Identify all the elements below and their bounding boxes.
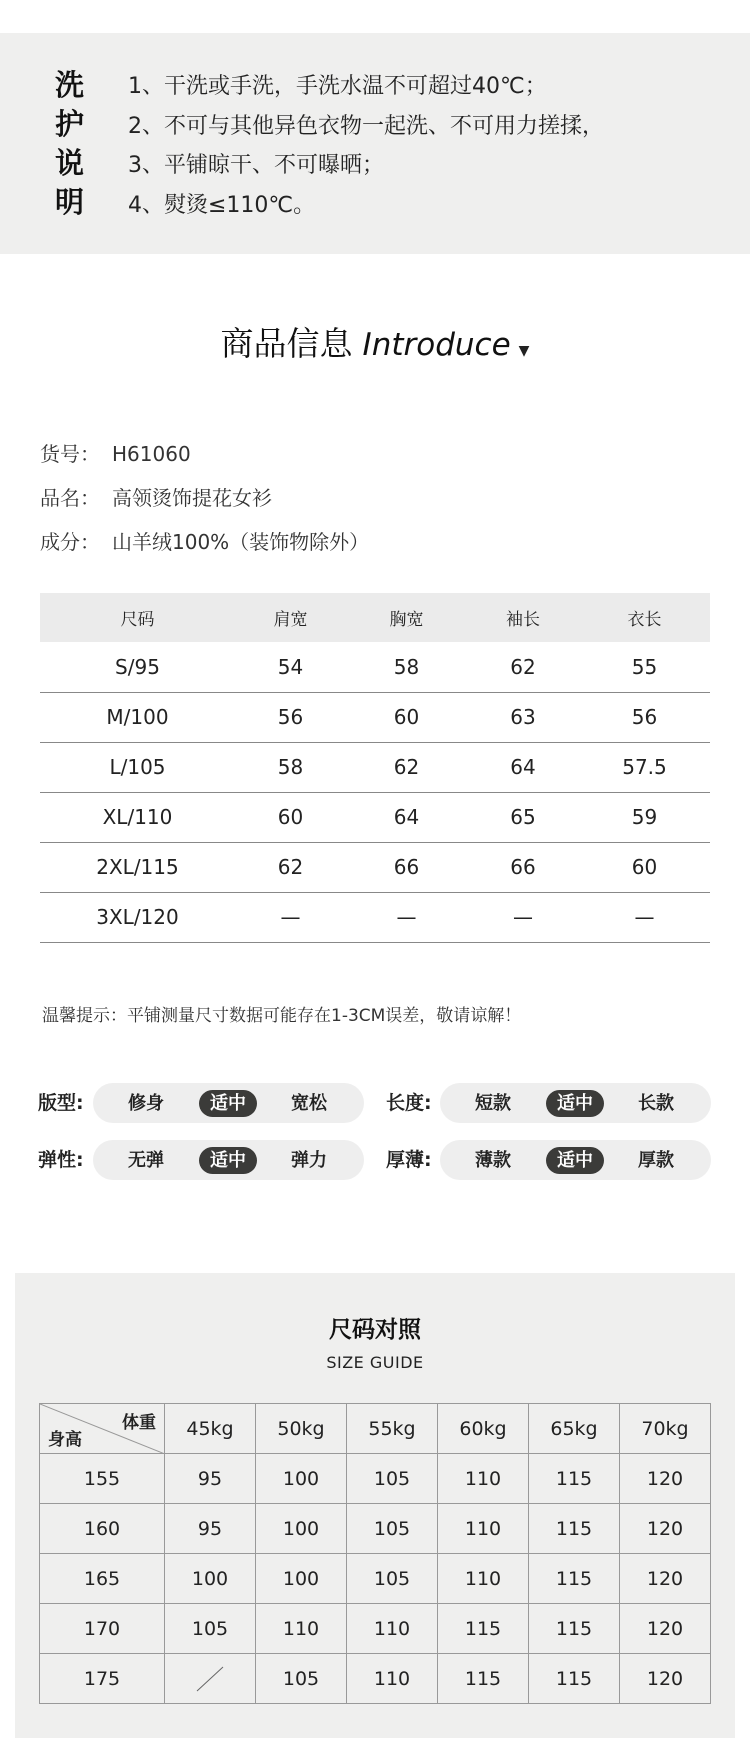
table-cell: 54 <box>235 642 346 692</box>
attribute-name: 弹性: <box>38 1149 84 1171</box>
table-cell: 3XL/120 <box>40 892 235 942</box>
height-cell: 155 <box>40 1454 165 1504</box>
slash-icon <box>195 1665 225 1693</box>
table-cell: XL/110 <box>40 792 235 842</box>
table-cell: 120 <box>620 1604 711 1654</box>
table-cell: S/95 <box>40 642 235 692</box>
table-row <box>40 642 710 692</box>
table-cell: 105 <box>347 1554 438 1604</box>
product-info-heading <box>0 318 750 365</box>
table-cell: 56 <box>235 692 346 742</box>
table-cell: 110 <box>438 1454 529 1504</box>
table-cell: 58 <box>235 742 346 792</box>
triangle-down-icon: ▼ <box>518 342 530 359</box>
height-cell: 175 <box>40 1654 165 1704</box>
heading-cn: 商品信息 <box>220 324 353 363</box>
table-cell: 2XL/115 <box>40 842 235 892</box>
table-cell: 100 <box>256 1504 347 1554</box>
height-cell: 170 <box>40 1604 165 1654</box>
size-guide-header-row <box>40 1404 711 1454</box>
size-guide-table <box>39 1403 711 1704</box>
table-cell: 115 <box>529 1654 620 1704</box>
table-cell: — <box>346 892 467 942</box>
table-row <box>40 1554 711 1604</box>
table-cell: 110 <box>347 1654 438 1704</box>
option-regular-selected: 适中 <box>199 1090 257 1117</box>
wash-instruction-line: 4、熨烫≤110℃。 <box>128 192 316 218</box>
table-cell: 66 <box>346 842 467 892</box>
wash-title-char: 说 <box>55 146 85 180</box>
table-cell: 115 <box>529 1604 620 1654</box>
height-cell: 165 <box>40 1554 165 1604</box>
table-cell: 65 <box>467 792 579 842</box>
height-cell: 160 <box>40 1504 165 1554</box>
option-long: 长款 <box>638 1093 674 1114</box>
weight-header: 70kg <box>620 1404 711 1454</box>
table-cell: 100 <box>256 1554 347 1604</box>
corner-header <box>40 1404 165 1454</box>
table-row <box>40 892 710 942</box>
table-cell: — <box>467 892 579 942</box>
table-cell: 57.5 <box>579 742 710 792</box>
table-cell: 55 <box>579 642 710 692</box>
option-thick: 厚款 <box>638 1150 674 1171</box>
corner-height-label: 身高 <box>48 1430 82 1450</box>
table-cell: 56 <box>579 692 710 742</box>
size-table-header: 胸宽 <box>346 593 467 642</box>
table-cell: 115 <box>529 1504 620 1554</box>
weight-header: 50kg <box>256 1404 347 1454</box>
size-table-header: 肩宽 <box>235 593 346 642</box>
table-cell: 110 <box>347 1604 438 1654</box>
info-row-material <box>40 526 369 570</box>
table-cell: 105 <box>256 1654 347 1704</box>
table-cell: 58 <box>346 642 467 692</box>
attribute-pill <box>440 1140 711 1180</box>
table-cell: 115 <box>529 1454 620 1504</box>
info-value: H61060 <box>112 442 191 466</box>
table-row <box>40 842 710 892</box>
info-label: 成分： <box>40 530 100 554</box>
table-cell: 64 <box>467 742 579 792</box>
table-cell: 115 <box>438 1604 529 1654</box>
table-cell: — <box>579 892 710 942</box>
wash-instruction-line: 2、不可与其他异色衣物一起洗、不可用力搓揉， <box>128 113 604 139</box>
option-short: 短款 <box>475 1093 511 1114</box>
wash-title-char: 洗 <box>55 68 85 102</box>
attribute-name: 长度: <box>386 1092 432 1114</box>
table-cell: 110 <box>438 1504 529 1554</box>
weight-header: 55kg <box>347 1404 438 1454</box>
table-cell: L/105 <box>40 742 235 792</box>
table-row <box>40 692 710 742</box>
attribute-thickness <box>386 1140 716 1180</box>
attribute-length <box>386 1083 716 1123</box>
table-cell: 63 <box>467 692 579 742</box>
wash-instructions-panel <box>0 33 750 254</box>
size-guide-subtitle: SIZE GUIDE <box>326 1353 424 1372</box>
wash-title <box>55 66 95 222</box>
table-row <box>40 1654 711 1704</box>
table-cell: 60 <box>235 792 346 842</box>
table-row <box>40 792 710 842</box>
info-row-name <box>40 482 369 526</box>
info-row-sku <box>40 438 369 482</box>
size-table-header: 袖长 <box>467 593 579 642</box>
table-cell: 120 <box>620 1654 711 1704</box>
table-cell: 62 <box>467 642 579 692</box>
table-cell: 60 <box>579 842 710 892</box>
attribute-pill <box>93 1140 364 1180</box>
table-cell: — <box>235 892 346 942</box>
option-medium-selected: 适中 <box>546 1147 604 1174</box>
table-row <box>40 1454 711 1504</box>
table-cell: 120 <box>620 1504 711 1554</box>
size-table <box>40 593 710 943</box>
table-cell: 110 <box>256 1604 347 1654</box>
size-table-header: 衣长 <box>579 593 710 642</box>
info-value: 山羊绒100%（装饰物除外） <box>112 530 370 554</box>
wash-instruction-line: 1、干洗或手洗，手洗水温不可超过40℃； <box>128 74 547 99</box>
attribute-name: 厚薄: <box>386 1149 432 1171</box>
table-row <box>40 742 710 792</box>
table-cell: 59 <box>579 792 710 842</box>
table-cell: 66 <box>467 842 579 892</box>
option-no-stretch: 无弹 <box>128 1150 164 1171</box>
attribute-name: 版型: <box>38 1092 84 1114</box>
table-cell: 110 <box>438 1554 529 1604</box>
table-cell: 105 <box>165 1604 256 1654</box>
table-cell: 100 <box>165 1554 256 1604</box>
table-cell: 62 <box>235 842 346 892</box>
wash-instruction-list <box>128 67 604 225</box>
table-cell: 62 <box>346 742 467 792</box>
table-cell: 60 <box>346 692 467 742</box>
info-value: 高领烫饰提花女衫 <box>112 486 272 510</box>
weight-header: 60kg <box>438 1404 529 1454</box>
product-info-list <box>40 438 369 570</box>
table-cell: 95 <box>165 1504 256 1554</box>
size-guide-panel <box>15 1273 735 1738</box>
wash-title-char: 明 <box>55 185 85 219</box>
option-stretch: 弹力 <box>291 1150 327 1171</box>
table-cell: 120 <box>620 1554 711 1604</box>
size-guide-title: 尺码对照 <box>329 1317 421 1343</box>
measurement-tip: 温馨提示：平铺测量尺寸数据可能存在1-3CM误差，敬请谅解！ <box>42 1006 522 1026</box>
attribute-fit <box>38 1083 368 1123</box>
wash-instruction-line: 3、平铺晾干、不可曝晒； <box>128 153 384 178</box>
weight-header: 45kg <box>165 1404 256 1454</box>
option-thin: 薄款 <box>475 1150 511 1171</box>
option-slim: 修身 <box>128 1093 164 1114</box>
table-cell: 115 <box>438 1654 529 1704</box>
table-row <box>40 1604 711 1654</box>
table-row <box>40 1504 711 1554</box>
table-cell: 100 <box>256 1454 347 1504</box>
table-cell: 105 <box>347 1504 438 1554</box>
info-label: 货号： <box>40 442 100 466</box>
attribute-pill <box>93 1083 364 1123</box>
table-cell: 64 <box>346 792 467 842</box>
size-table-header-row <box>40 593 710 642</box>
table-cell: 115 <box>529 1554 620 1604</box>
table-cell: 105 <box>347 1454 438 1504</box>
corner-weight-label: 体重 <box>122 1413 156 1433</box>
table-cell: 95 <box>165 1454 256 1504</box>
table-cell: M/100 <box>40 692 235 742</box>
attribute-elasticity <box>38 1140 368 1180</box>
table-cell: 120 <box>620 1454 711 1504</box>
table-cell-empty <box>165 1654 256 1704</box>
weight-header: 65kg <box>529 1404 620 1454</box>
option-medium-selected: 适中 <box>199 1147 257 1174</box>
option-loose: 宽松 <box>291 1093 327 1114</box>
option-medium-selected: 适中 <box>546 1090 604 1117</box>
wash-title-char: 护 <box>55 107 85 141</box>
heading-en: Introduce <box>362 327 511 363</box>
info-label: 品名： <box>40 486 100 510</box>
size-table-header: 尺码 <box>40 593 235 642</box>
attribute-pill <box>440 1083 711 1123</box>
